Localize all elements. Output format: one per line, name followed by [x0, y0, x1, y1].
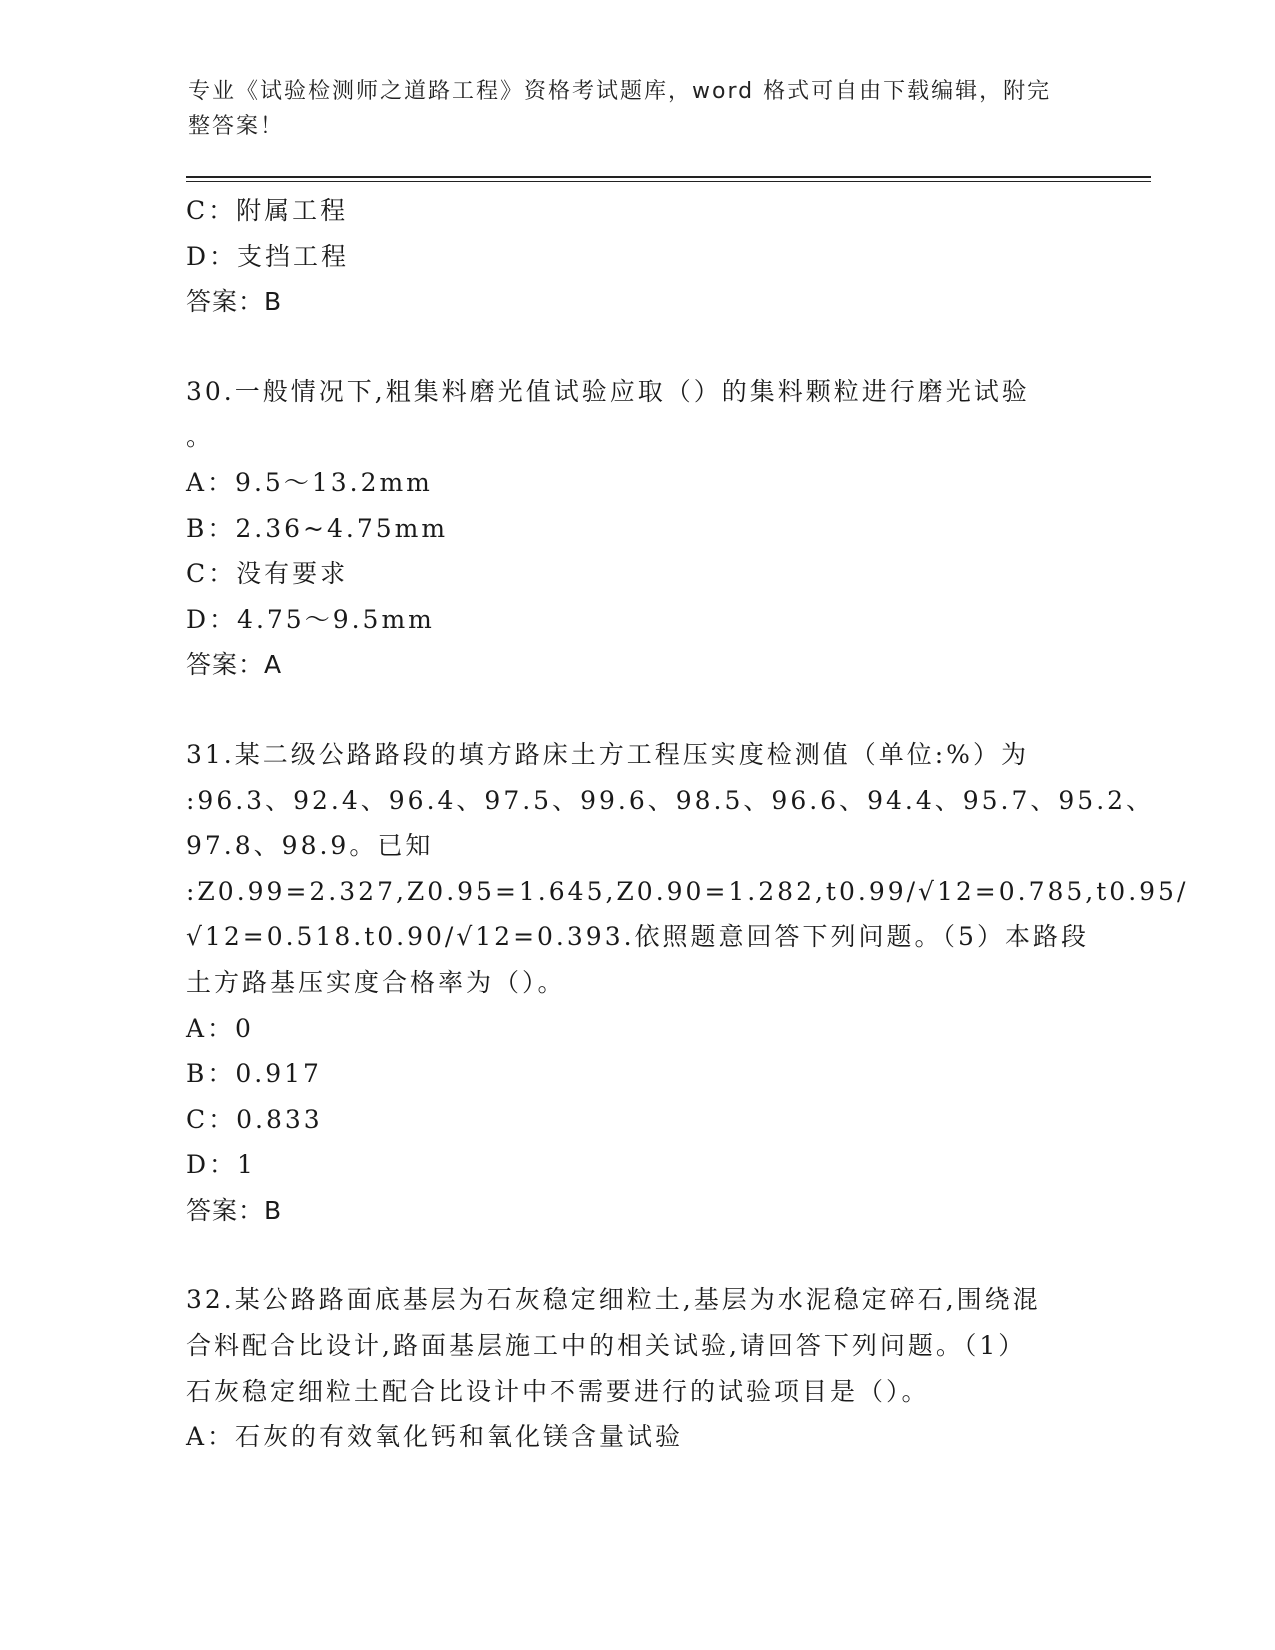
option-d: D：4.75～9.5mm [186, 604, 435, 634]
header-divider-thin [186, 181, 1151, 182]
question-text-line: :Z0.99=2.327,Z0.95=1.645,Z0.90=1.282,t0.99/√12=0.785,t0.95/ [186, 876, 1189, 906]
header-line-2: 整答案！ [188, 114, 285, 139]
option-d: D：1 [186, 1150, 256, 1180]
question-text-line: 石灰稳定细粒土配合比设计中不需要进行的试验项目是（）。 [186, 1376, 930, 1406]
option-d: D：支挡工程 [186, 241, 350, 271]
option-a: A：石灰的有效氧化钙和氧化镁含量试验 [186, 1422, 684, 1452]
question-text-line: 32.某公路路面底基层为石灰稳定细粒土,基层为水泥稳定碎石,围绕混 [186, 1285, 1041, 1315]
option-c: C：附属工程 [186, 196, 349, 225]
option-c: C：0.833 [186, 1104, 323, 1134]
option-a: A：9.5～13.2mm [186, 467, 433, 497]
question-text-line: 合料配合比设计,路面基层施工中的相关试验,请回答下列问题。（1） [186, 1331, 1027, 1361]
question-text-line: 31.某二级公路路段的填方路床土方工程压实度检测值（单位:%）为 [186, 739, 1029, 769]
option-b: B：0.917 [186, 1059, 322, 1089]
document-header [188, 74, 1068, 144]
option-a: A：0 [186, 1013, 254, 1043]
answer-line: 答案：B [186, 287, 283, 317]
option-c: C：没有要求 [186, 559, 349, 589]
question-text-line: √12=0.518.t0.90/√12=0.393.依照题意回答下列问题。（5）本路段 [186, 922, 1089, 952]
question-29-tail [186, 188, 1076, 325]
option-b: B：2.36~4.75mm [186, 513, 449, 543]
header-line-1: 专业《试验检测师之道路工程》资格考试题库，word 格式可自由下载编辑，附完 [188, 79, 1052, 104]
question-text-line: 土方路基压实度合格率为（）。 [186, 967, 566, 997]
header-divider-thick [186, 176, 1151, 178]
question-30 [186, 369, 1076, 688]
answer-line: 答案：B [186, 1195, 283, 1225]
question-text-line: :96.3、92.4、96.4、97.5、99.6、98.5、96.6、94.4、95.7、95.2、 [186, 785, 1155, 815]
document-body [186, 188, 1189, 1460]
question-text-line: 。 [186, 422, 215, 452]
answer-line: 答案：A [186, 650, 283, 680]
question-31 [186, 732, 1189, 1234]
question-32 [186, 1277, 1076, 1459]
question-text-line: 97.8、98.9。已知 [186, 831, 434, 861]
question-text-line: 30.一般情况下,粗集料磨光值试验应取（）的集料颗粒进行磨光试验 [186, 376, 1030, 406]
